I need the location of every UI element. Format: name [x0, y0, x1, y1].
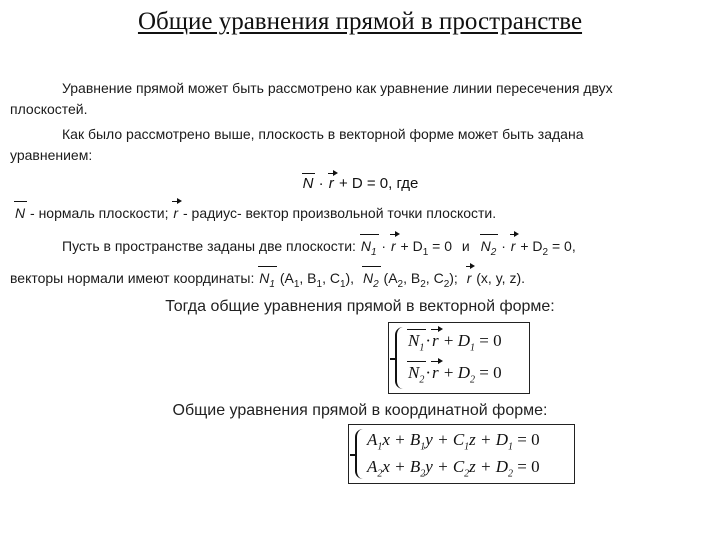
- radius-vector-symbol: r: [466, 268, 473, 289]
- coords-c: , C: [425, 270, 444, 286]
- vector-system-line-1: $N_1\cdot r + D_1 = 0$: [408, 331, 502, 354]
- coords-b: , B: [403, 270, 421, 286]
- normal-definition: - нормаль плоскости;: [30, 205, 169, 221]
- subscript-2: 2: [420, 468, 426, 480]
- paragraph-intro: [10, 78, 710, 120]
- normal-coords-lead: векторы нормали имеют координаты:: [10, 270, 255, 286]
- normal-vector-symbol: [407, 363, 425, 385]
- radius-vector-symbol: r: [432, 331, 439, 350]
- plane-equation: [0, 175, 720, 192]
- definitions-line: [14, 203, 714, 224]
- coords-a: (A: [279, 270, 294, 286]
- subscript-2: 2: [373, 278, 379, 290]
- two-planes-lead: Пусть в пространстве заданы две плоскости:: [62, 238, 356, 254]
- paragraph-vector-form: [10, 124, 710, 166]
- n-letter: N: [408, 363, 420, 382]
- coords-c: , C: [322, 270, 340, 286]
- subscript-1: 1: [464, 441, 470, 453]
- normal-vector-symbol: [480, 236, 498, 263]
- n-letter: N: [408, 331, 420, 350]
- vector-system-line-2: $N_2\cdot r + D_2 = 0$: [408, 363, 502, 386]
- plane2-tail: + D: [520, 238, 543, 254]
- coord-tail: = 0: [517, 430, 540, 449]
- coords-a: (A: [383, 270, 398, 286]
- dot-symbol: ·: [425, 331, 432, 350]
- subscript-1: 1: [316, 278, 323, 290]
- subscript-1: 1: [370, 246, 377, 258]
- subscript-2: 2: [464, 468, 470, 480]
- radius-vector-symbol: r: [328, 175, 334, 192]
- plane-equation-tail: + D = 0, где: [338, 175, 419, 192]
- coord-part-b: y + C: [425, 457, 465, 476]
- subscript-1: 1: [508, 441, 514, 453]
- coords-b: , B: [299, 270, 317, 286]
- subscript-1: 1: [293, 278, 300, 290]
- subscript-2: 2: [420, 278, 426, 290]
- coord-tail: = 0: [517, 457, 540, 476]
- intro-line-2: плоскостей.: [10, 101, 88, 117]
- vector-form-line-2: уравнением:: [10, 147, 93, 163]
- dot-symbol: ·: [318, 175, 324, 192]
- subscript-1: 1: [339, 278, 346, 290]
- vector-line-1-tail: = 0: [479, 331, 502, 350]
- subscript-2: 2: [508, 468, 514, 480]
- zero-text: = 0: [551, 238, 572, 254]
- subscript-2: 2: [542, 246, 549, 258]
- coord-part-c: z + D: [469, 430, 509, 449]
- page-title: Общие уравнения прямой в пространстве: [137, 8, 583, 35]
- and-text: и: [461, 238, 470, 254]
- radius-vector-symbol: r: [172, 203, 179, 224]
- coord-part-b: y + C: [425, 430, 465, 449]
- coord-part-a: x + B: [382, 457, 421, 476]
- vector-form-line-1: Как было рассмотрено выше, плоскость в векторной форме может быть задана: [62, 126, 584, 142]
- subscript-2: 2: [490, 246, 497, 258]
- coord-system-line-1: $A_1x + B_1y + C_1z + D_1 = 0$: [367, 430, 540, 453]
- dot-symbol: ·: [425, 363, 432, 382]
- coord-part-c: z + D: [469, 457, 509, 476]
- dot-symbol: ·: [381, 238, 387, 254]
- subscript-2: 2: [419, 374, 425, 386]
- coord-system-line-2: $A_2x + B_2y + C_2z + D_2 = 0$: [367, 457, 540, 480]
- left-brace: [355, 429, 367, 479]
- intro-line-1: Уравнение прямой может быть рассмотрено как уравнение линии пересечения двух: [62, 80, 613, 96]
- subscript-2: 2: [377, 468, 383, 480]
- two-planes-line: Пусть в пространстве заданы две плоскости: $N_1 \cdot r + D_1 = 0$ и $N_2 \cdot r + D_2 = 0$,: [10, 236, 710, 263]
- coordinate-form-heading: Общие уравнения прямой в координатной форме:: [172, 402, 548, 419]
- normal-vector-symbol: [407, 331, 425, 353]
- radius-vector-symbol: r: [510, 236, 517, 257]
- normal-vector-symbol: N: [14, 203, 26, 224]
- subscript-2: 2: [443, 278, 450, 290]
- normal-vector-symbol: [362, 268, 380, 295]
- radius-definition: - радиус- вектор произвольной точки плоскости.: [182, 205, 497, 221]
- left-brace: [395, 327, 407, 389]
- dot-symbol: ·: [501, 238, 506, 254]
- vector-form-heading: Тогда общие уравнения прямой в векторной форме:: [165, 298, 555, 315]
- coord-part-a: x + B: [382, 430, 421, 449]
- subscript-1: 1: [377, 441, 383, 453]
- n-letter: N: [259, 270, 270, 286]
- subscript-1: 1: [420, 441, 426, 453]
- subscript-2: 2: [470, 374, 476, 386]
- vector-system-box: [388, 322, 530, 394]
- coordinate-system-box: [348, 424, 575, 484]
- radius-vector-symbol: r: [432, 363, 439, 382]
- r-coords: (x, y, z).: [476, 270, 525, 286]
- n-letter: N: [480, 238, 491, 254]
- n-letter: N: [362, 270, 374, 286]
- normal-vector-symbol: [258, 268, 276, 295]
- subscript-2: 2: [397, 278, 404, 290]
- plane1-tail: + D: [400, 238, 423, 254]
- subscript-1: 1: [470, 342, 476, 354]
- subscript-1: 1: [422, 246, 429, 258]
- subscript-1: 1: [269, 278, 275, 290]
- radius-vector-symbol: r: [390, 236, 397, 257]
- n-letter: N: [360, 238, 371, 254]
- zero-text: = 0: [432, 238, 453, 254]
- subscript-1: 1: [419, 342, 425, 354]
- normal-coords-line: векторы нормали имеют координаты: $N_1$ ($A_1$, $B_1$, $C_1$), $N_2$ ($A_2$, $B_2$, $C_2$); r (x, y, z).: [10, 268, 710, 295]
- vector-line-2-tail: = 0: [479, 363, 502, 382]
- normal-vector-symbol: [360, 236, 378, 263]
- normal-vector-symbol: N: [302, 175, 314, 192]
